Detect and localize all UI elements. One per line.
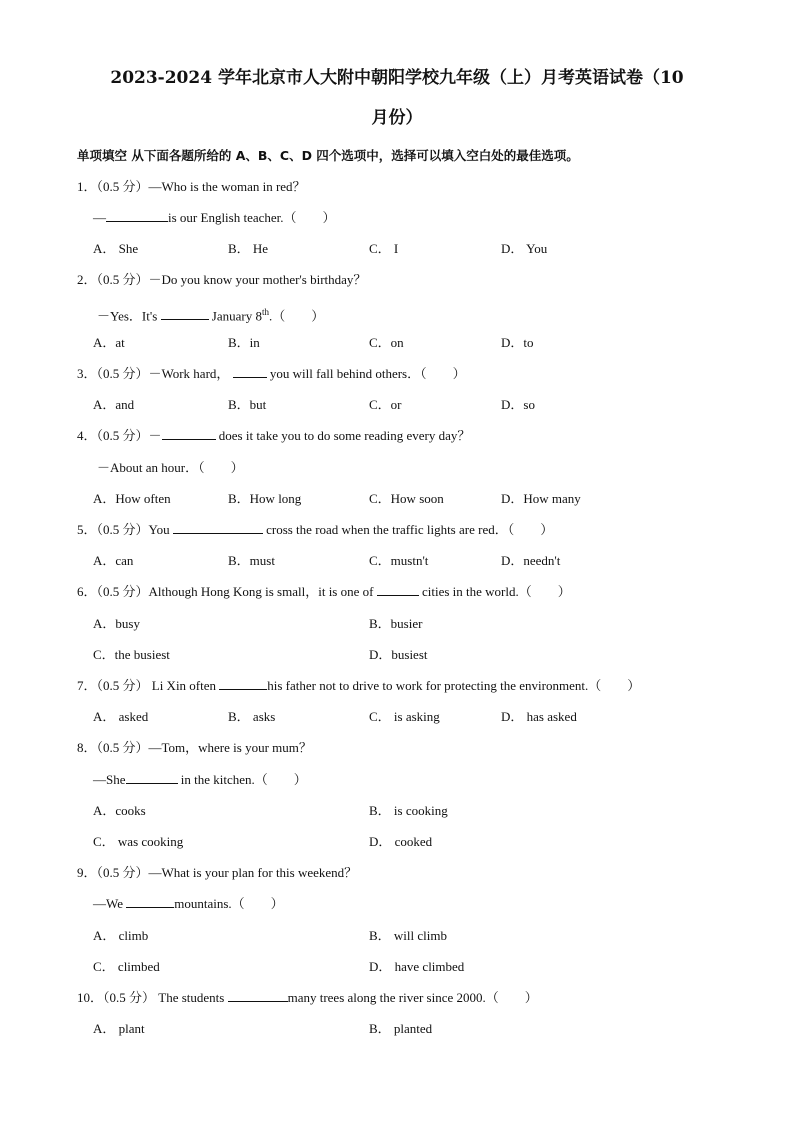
question-5-stem bbox=[77, 521, 553, 539]
question-2-stem: 2．（0.5 分）－Do you know your mother's birthday？ bbox=[77, 272, 367, 287]
exam-title-line2: 月份） bbox=[371, 108, 423, 128]
option-a: A．can bbox=[93, 553, 134, 568]
q3-text-a: 3．（0.5 分）－Work hard， bbox=[77, 366, 233, 381]
q9-text-b: mountains.（ ） bbox=[174, 896, 284, 911]
q2-text-b: January 8 bbox=[208, 308, 262, 324]
q2-text-a: －Yes．It's bbox=[97, 308, 161, 324]
option-a: A． climb bbox=[93, 928, 149, 943]
option-c: C． is asking bbox=[369, 709, 440, 724]
q7-text-a: 7．（0.5 分） Li Xin often bbox=[77, 678, 220, 693]
question-8-answer-line bbox=[93, 771, 307, 789]
q8-text-b: in the kitchen.（ ） bbox=[177, 772, 307, 787]
option-b: B．in bbox=[228, 335, 260, 350]
option-c: C．How soon bbox=[369, 491, 444, 506]
option-b: B． asks bbox=[228, 709, 276, 724]
option-c: C．or bbox=[369, 397, 402, 412]
q6-text-b: cities in the world.（ ） bbox=[418, 584, 571, 599]
question-1-text: is our English teacher.（ ） bbox=[168, 210, 336, 225]
option-d: D．so bbox=[501, 397, 535, 412]
answer-blank bbox=[228, 989, 288, 1002]
answer-blank bbox=[161, 307, 209, 320]
option-c: C． was cooking bbox=[93, 834, 184, 849]
q3-text-b: you will fall behind others．（ ） bbox=[266, 366, 466, 381]
q2-text-c: .（ ） bbox=[268, 308, 325, 324]
answer-blank bbox=[173, 521, 263, 534]
answer-blank bbox=[106, 209, 168, 222]
answer-blank bbox=[126, 895, 174, 908]
answer-blank bbox=[126, 771, 178, 784]
exam-title-line1: 2023-2024 学年北京市人大附中朝阳学校九年级（上）月考英语试卷（10 bbox=[110, 68, 684, 88]
option-a: A．busy bbox=[93, 616, 140, 631]
q4-text-a: 4．（0.5 分）－ bbox=[77, 428, 162, 443]
question-8-stem: 8．（0.5 分）—Tom，where is your mum？ bbox=[77, 740, 312, 755]
option-d: D．How many bbox=[501, 491, 581, 506]
question-4-answer-line: －About an hour．（ ） bbox=[97, 460, 244, 475]
option-d: D．to bbox=[501, 335, 534, 350]
option-a: A． She bbox=[93, 241, 139, 256]
question-3-stem bbox=[77, 365, 466, 383]
answer-blank bbox=[377, 583, 419, 596]
q10-text-a: 10．（0.5 分） The students bbox=[77, 990, 228, 1005]
question-4-stem bbox=[77, 427, 470, 445]
question-7-stem bbox=[77, 677, 640, 695]
option-c: C．on bbox=[369, 335, 404, 350]
option-b: B．but bbox=[228, 397, 267, 412]
option-a: A．How often bbox=[93, 491, 171, 506]
option-b: B． planted bbox=[369, 1021, 433, 1036]
option-a: A．cooks bbox=[93, 803, 146, 818]
question-1-stem: 1．（0.5 分）—Who is the woman in red？ bbox=[77, 179, 306, 194]
option-b: B． is cooking bbox=[369, 803, 448, 818]
option-c: C．mustn't bbox=[369, 553, 429, 568]
option-d: D． cooked bbox=[369, 834, 433, 849]
option-d: D．busiest bbox=[369, 647, 428, 662]
option-d: D．needn't bbox=[501, 553, 561, 568]
q9-text-a: —We bbox=[93, 896, 127, 911]
option-a: A． asked bbox=[93, 709, 149, 724]
option-b: B．How long bbox=[228, 491, 302, 506]
q5-text-a: 5．（0.5 分）You bbox=[77, 522, 173, 537]
option-a: A．and bbox=[93, 397, 135, 412]
question-9-stem: 9．（0.5 分）—What is your plan for this weekend？ bbox=[77, 865, 358, 880]
question-10-stem bbox=[77, 989, 538, 1007]
option-a: A． plant bbox=[93, 1021, 145, 1036]
option-c: C．the busiest bbox=[93, 647, 170, 662]
question-6-stem bbox=[77, 583, 571, 601]
option-d: D． You bbox=[501, 241, 548, 256]
option-b: B．busier bbox=[369, 616, 423, 631]
answer-blank bbox=[219, 677, 267, 690]
option-c: C． climbed bbox=[93, 959, 160, 974]
q10-text-b: many trees along the river since 2000.（ ） bbox=[287, 990, 538, 1005]
q7-text-b: his father not to drive to work for protecting the environment.（ ） bbox=[267, 678, 641, 693]
q6-text-a: 6．（0.5 分）Although Hong Kong is small，it is one of bbox=[77, 584, 377, 599]
option-d: D． has asked bbox=[501, 709, 577, 724]
answer-blank bbox=[233, 365, 267, 378]
option-b: B． will climb bbox=[369, 928, 448, 943]
option-c: C． I bbox=[369, 241, 399, 256]
question-2-answer-line bbox=[97, 303, 324, 325]
q5-text-b: cross the road when the traffic lights are red．（ ） bbox=[262, 522, 554, 537]
q2-superscript: th bbox=[261, 307, 269, 317]
option-b: B．must bbox=[228, 553, 275, 568]
option-d: D． have climbed bbox=[369, 959, 465, 974]
q4-text-b: does it take you to do some reading every day？ bbox=[215, 428, 471, 443]
section-header: 单项填空 从下面各题所给的 A、B、C、D 四个选项中，选择可以填入空白处的最佳选项。 bbox=[77, 148, 579, 163]
option-a: A．at bbox=[93, 335, 125, 350]
dash: — bbox=[93, 210, 106, 225]
q8-text-a: —She bbox=[93, 772, 126, 787]
option-b: B． He bbox=[228, 241, 269, 256]
question-1-answer-line bbox=[93, 209, 336, 227]
answer-blank bbox=[162, 427, 216, 440]
question-9-answer-line bbox=[93, 895, 284, 913]
